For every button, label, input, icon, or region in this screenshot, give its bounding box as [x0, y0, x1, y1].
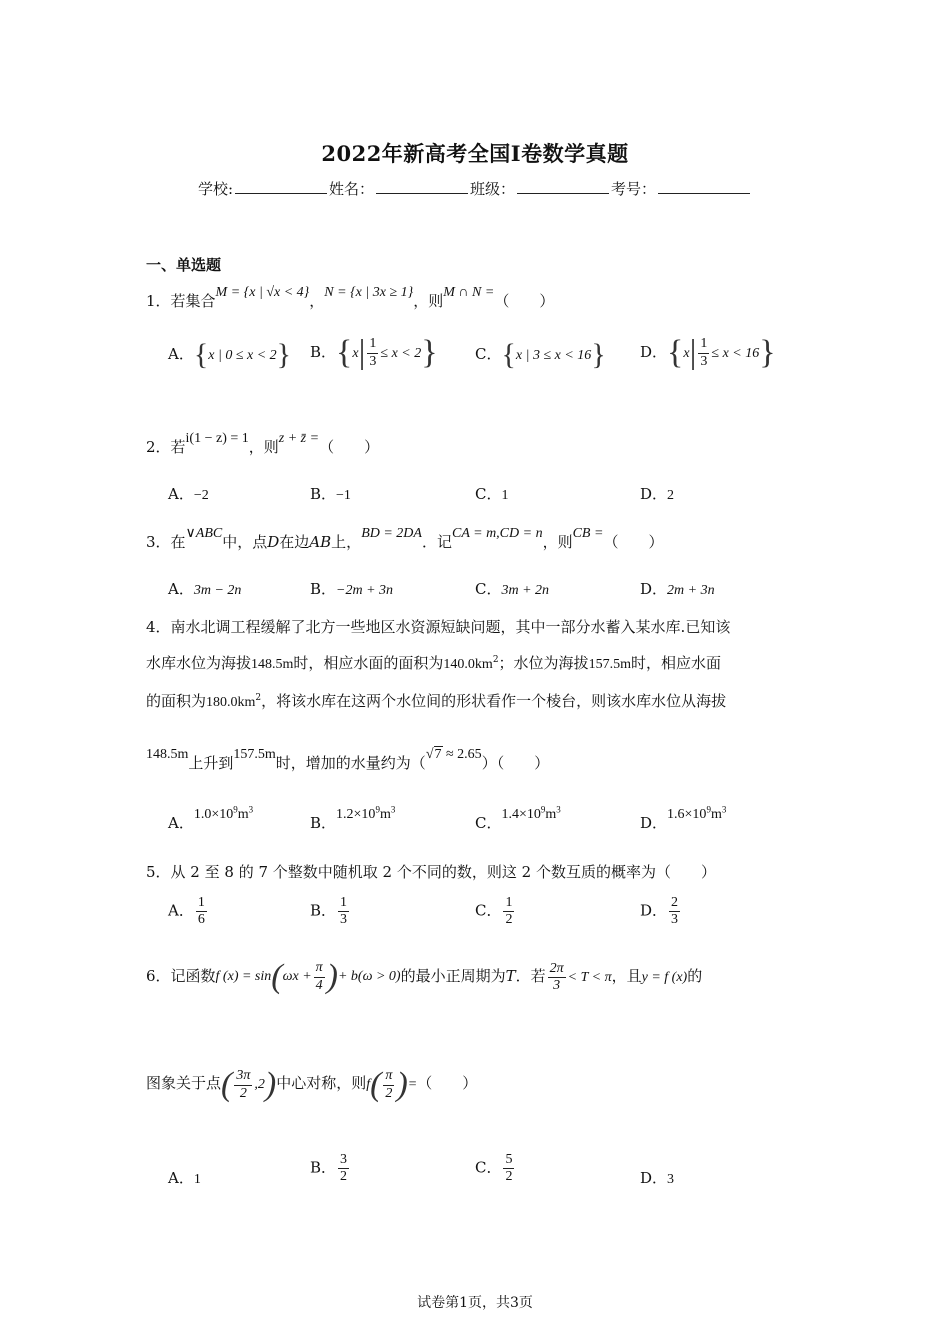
q1-stem: 1．若集合: [146, 292, 216, 310]
page-footer: 试卷第1页，共3页: [417, 1295, 533, 1311]
q3-expression: CB =: [572, 526, 604, 541]
page-title: 2022年新高考全国I卷数学真题: [321, 141, 629, 166]
q2-a-value: −2: [193, 488, 209, 503]
q3-text: 上，: [331, 533, 362, 551]
option-label: C．: [475, 345, 502, 363]
q3-condition: BD = 2DA: [361, 526, 422, 541]
q6-period: T: [505, 967, 516, 985]
q2-stem: 2．若: [146, 438, 186, 456]
q4-text: ；水位为海拔: [498, 654, 589, 672]
q3-a-value: 3m − 2n: [193, 583, 242, 598]
q3-option-b: [310, 578, 393, 599]
q4-area-1: 140.0km: [443, 657, 493, 672]
option-label: C．: [475, 485, 502, 503]
option-label: A．: [168, 345, 194, 363]
option-label: C．: [475, 1158, 502, 1177]
q1-set-n: N = {x | 3x ≥ 1}: [324, 285, 414, 300]
question-4-line-1: 4．南水北调工程缓解了北方一些地区水资源短缺问题，其中一部分水蓄入某水库.已知该: [146, 618, 731, 636]
option-label: A．: [168, 580, 194, 598]
question-2: [146, 431, 380, 457]
option-label: C．: [475, 814, 502, 832]
q3-b-value: −2m + 3n: [336, 583, 394, 598]
q6-c-fraction: $\frac{5}{2}$: [505, 1152, 513, 1185]
q3-option-a: [168, 578, 241, 599]
q4-text: 上升到: [188, 754, 234, 772]
q3-text: ，则: [542, 533, 573, 551]
option-label: C．: [475, 901, 502, 920]
q3-vectors: CA = m,CD = n: [451, 526, 543, 541]
option-label: B．: [310, 1158, 337, 1177]
q1-option-b: B．{x| $\frac{1}{3}$ ≤ x < 2}: [310, 334, 438, 371]
q3-triangle: ∨ABC: [185, 526, 223, 541]
q2-b-value: −1: [336, 488, 351, 503]
q6-function: f (x) = sin(ωx + $\frac{\pi}{4}$ )+ b(ω > 0): [215, 958, 401, 995]
question-5: 5．从 2 至 8 的 7 个整数中随机取 2 个不同的数，则这 2 个数互质的概率为（ ）: [146, 863, 716, 881]
q3-d-value: 2m + 3n: [667, 583, 715, 598]
q1-d-var: x: [683, 346, 690, 361]
q6-text: 的: [687, 967, 703, 985]
q1-d-value: ≤ x < 16: [711, 346, 760, 361]
name-blank: [376, 179, 468, 194]
q5-c-fraction: $\frac{1}{2}$: [505, 895, 513, 928]
option-label: A．: [168, 901, 194, 920]
q1-option-c: C．{x | 3 ≤ x < 16}: [475, 338, 606, 371]
q2-expression: z + z̄ =: [278, 431, 320, 446]
q6-text: ，且: [611, 967, 642, 985]
q6-inequality: $\frac{2\pi}{3}$ < T < π: [549, 961, 612, 994]
option-label: B．: [310, 485, 337, 503]
q6-answer-paren: （ ）: [417, 1074, 478, 1093]
option-label: B．: [310, 580, 337, 598]
option-label: D．: [640, 485, 668, 503]
q2-option-b: [310, 483, 351, 504]
q4-sup: 2: [255, 693, 262, 703]
q4-height-4: 157.5m: [233, 747, 276, 762]
q5-option-b: [310, 895, 351, 928]
q6-evaluation: f( $\frac{\pi}{2}$ )=: [366, 1066, 418, 1103]
q4-option-b: [310, 804, 396, 833]
q1-option-a: A．{x | 0 ≤ x < 2}: [168, 338, 292, 371]
q3-option-d: [640, 578, 715, 599]
q4-c-value: $1.4\times 10^9m^3$: [501, 804, 561, 822]
q6-option-d: [640, 1167, 674, 1188]
question-6-line-1: [146, 960, 702, 994]
q5-a-fraction: $\frac{1}{6}$: [197, 895, 205, 928]
q4-text: 时，增加的水量约为（: [275, 754, 426, 772]
q4-height-2: 157.5m: [588, 657, 631, 672]
q3-c-value: 3m + 2n: [501, 583, 550, 598]
name-label: 姓名：: [329, 180, 375, 198]
q1-expression: M ∩ N =: [443, 285, 495, 300]
q4-sup: 2: [492, 655, 499, 665]
q6-graph-fn: y = f (x): [641, 970, 688, 985]
q2-condition: i(1 − z) = 1: [185, 431, 249, 446]
option-label: A．: [168, 1169, 194, 1187]
q1-a-value: x | 0 ≤ x < 2: [208, 348, 277, 363]
q1-answer-paren: （ ）: [494, 292, 555, 310]
q3-stem: 3．在: [146, 533, 186, 551]
q4-height-3: 148.5m: [146, 747, 189, 762]
q2-then: ，则: [248, 438, 279, 456]
q4-text: ，将该水库在这两个水位间的形状看作一个棱台，则该水库水位从海拔: [261, 692, 727, 710]
option-label: D．: [640, 1169, 668, 1187]
class-blank: [517, 179, 609, 194]
q1-b-var: x: [352, 346, 359, 361]
option-label: D．: [640, 901, 668, 920]
q6-text: 图象关于点: [146, 1074, 222, 1093]
option-label: D．: [640, 343, 668, 361]
q4-option-c: [475, 804, 561, 833]
q3-side-ab: AB: [309, 533, 332, 551]
q2-option-d: [640, 483, 674, 504]
q2-option-c: [475, 483, 508, 504]
option-label: A．: [168, 814, 194, 832]
q2-d-value: 2: [667, 488, 675, 503]
q5-option-d: [640, 895, 682, 928]
question-6-line-2: [146, 1068, 477, 1102]
q6-b-fraction: $\frac{3}{2}$: [340, 1152, 348, 1185]
q4-approximation: √7 ≈ 2.65: [425, 747, 482, 762]
q4-option-a: [168, 804, 254, 833]
class-label: 班级：: [470, 180, 516, 198]
q5-d-fraction: $\frac{2}{3}$: [671, 895, 679, 928]
q2-c-value: 1: [501, 488, 509, 503]
q1-b-value: ≤ x < 2: [380, 346, 422, 361]
q6-text: ．若: [515, 967, 546, 985]
option-label: B．: [310, 814, 337, 832]
option-label: A．: [168, 485, 194, 503]
question-4-line-4: [146, 747, 550, 773]
question-1: [146, 285, 555, 311]
q4-height-1: 148.5m: [251, 657, 294, 672]
number-blank: [658, 179, 750, 194]
q4-text: 时，相应水面: [630, 654, 721, 672]
q5-option-c: [475, 895, 516, 928]
q5-b-fraction: $\frac{1}{3}$: [340, 895, 348, 928]
q1-d-fraction: $\frac{1}{3}$: [700, 336, 708, 369]
q6-stem: 6．记函数: [146, 967, 216, 985]
option-label: D．: [640, 580, 668, 598]
q3-answer-paren: （ ）: [603, 533, 664, 551]
q1-option-d: D．{x| $\frac{1}{3}$ ≤ x < 16}: [640, 334, 776, 371]
q3-point-d: D: [267, 533, 280, 551]
option-label: D．: [640, 814, 668, 832]
q6-text: 的最小正周期为: [400, 967, 506, 985]
option-label: B．: [310, 343, 337, 361]
q2-answer-paren: （ ）: [319, 438, 380, 456]
q1-set-m: M = {x | √x < 4}: [215, 285, 310, 300]
q4-text: 水库水位为海拔: [146, 654, 252, 672]
section-heading: 一、单选题: [146, 256, 222, 274]
student-info-line: [0, 178, 950, 199]
q4-answer-paren: ）（ ）: [481, 754, 550, 772]
q6-a-value: 1: [193, 1172, 201, 1187]
question-4-line-3: [146, 690, 726, 711]
option-label: B．: [310, 901, 337, 920]
q3-text: 在边: [279, 533, 310, 551]
q4-area-2: 180.0km: [206, 695, 256, 710]
q1-b-fraction: $\frac{1}{3}$: [369, 336, 377, 369]
q6-option-b: [310, 1152, 351, 1185]
q1-c-value: x | 3 ≤ x < 16: [515, 348, 592, 363]
q3-text: 中，点: [222, 533, 268, 551]
q3-option-c: [475, 578, 549, 599]
question-4-line-2: [146, 652, 721, 673]
question-3: [146, 526, 664, 552]
q6-center-point: ( $\frac{3\pi}{2}$ ,2): [221, 1066, 277, 1103]
q6-option-c: [475, 1152, 516, 1185]
q2-option-a: [168, 483, 209, 504]
q4-option-d: [640, 804, 727, 833]
q1-separator: ，: [309, 292, 325, 310]
q6-d-value: 3: [667, 1172, 675, 1187]
q4-a-value: $1.0\times 10^9m^3$: [193, 804, 254, 822]
q5-option-a: [168, 895, 209, 928]
q4-b-value: $1.2\times 10^9m^3$: [336, 804, 396, 822]
q4-d-value: $1.6\times 10^9m^3$: [667, 804, 727, 822]
option-label: C．: [475, 580, 502, 598]
q3-text: ．记: [421, 533, 452, 551]
q4-text: 的面积为: [146, 692, 207, 710]
q6-text: 中心对称，则: [276, 1074, 367, 1093]
q1-then: ，则: [413, 292, 444, 310]
school-label: 学校:: [197, 180, 233, 198]
number-label: 考号：: [611, 180, 657, 198]
q4-text: 时，相应水面的面积为: [293, 654, 444, 672]
q6-option-a: [168, 1167, 201, 1188]
school-blank: [235, 179, 327, 194]
